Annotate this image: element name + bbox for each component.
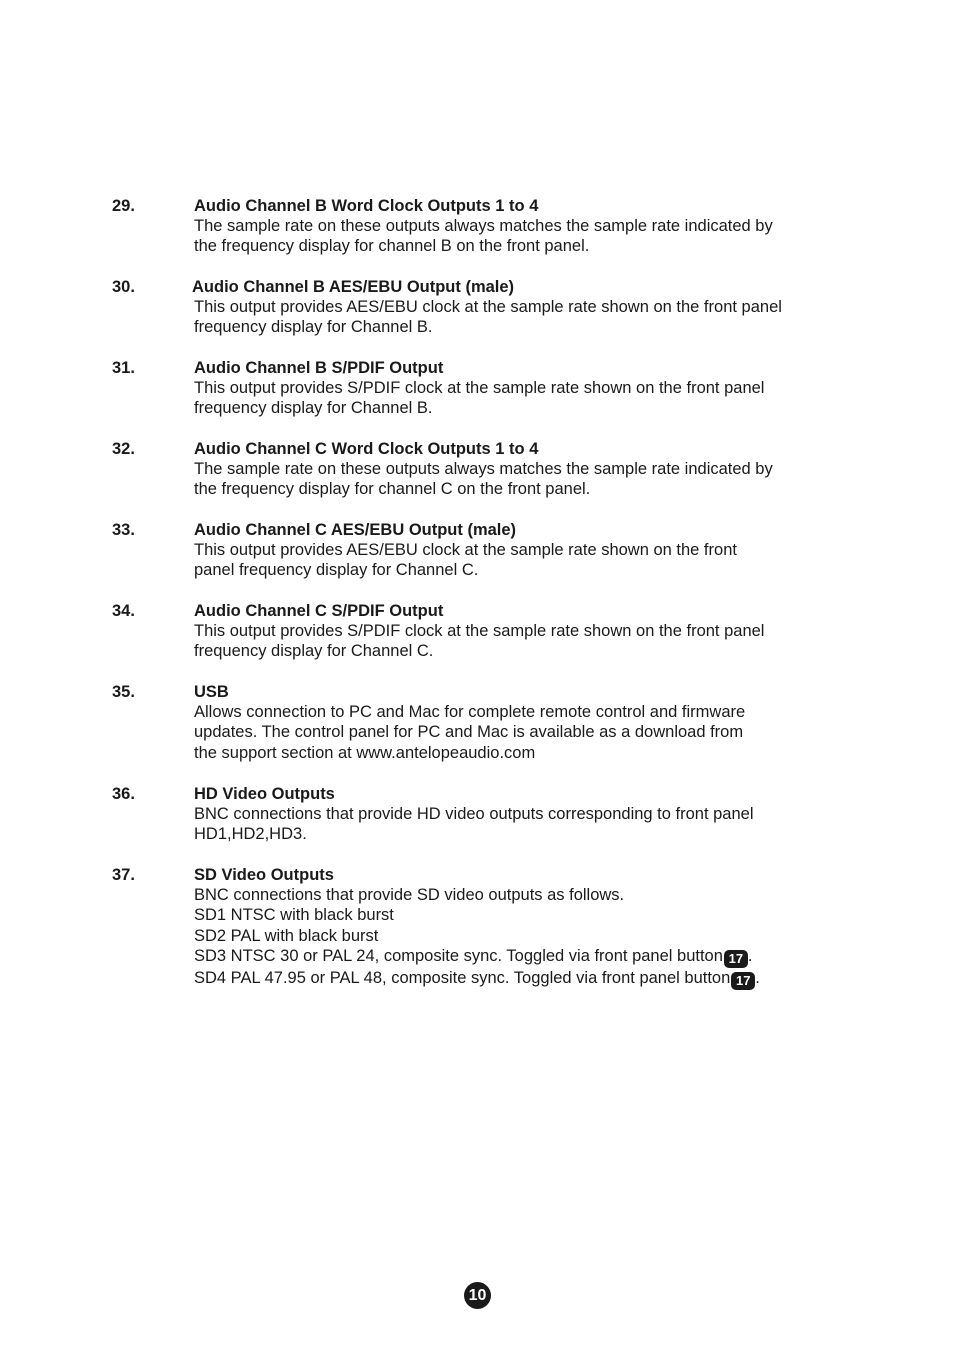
item-content	[194, 196, 844, 257]
item-text-line: BNC connections that provide SD video outputs as follows.	[194, 886, 625, 904]
item-content	[194, 520, 844, 581]
item-text-line: This output provides S/PDIF clock at the sample rate shown on the front panel	[194, 622, 765, 640]
item-content	[194, 439, 844, 500]
item-number: 34.	[112, 602, 135, 620]
item-text-line: frequency display for Channel C.	[194, 642, 434, 661]
item-text-line: the support section at www.antelopeaudio.com	[194, 743, 536, 762]
item-text-line: frequency display for Channel B.	[194, 318, 433, 337]
item-text-line: frequency display for Channel B.	[194, 399, 433, 418]
item-heading: USB	[194, 683, 229, 701]
item-number: 36.	[112, 785, 135, 803]
item-number: 35.	[112, 683, 135, 701]
item-text-line: This output provides AES/EBU clock at the sample rate shown on the front	[194, 541, 737, 559]
item-content	[194, 865, 844, 990]
item-text-line: SD1 NTSC with black burst	[194, 906, 394, 925]
item-text-line: This output provides S/PDIF clock at the sample rate shown on the front panel	[194, 379, 765, 397]
item-heading: SD Video Outputs	[194, 866, 334, 884]
item-text-line: updates. The control panel for PC and Mac is available as a download from	[194, 723, 744, 742]
item-text-line: This output provides AES/EBU clock at the sample rate shown on the front panel	[194, 298, 782, 316]
item-content	[194, 682, 844, 763]
item-text-line	[194, 968, 844, 990]
item-heading: Audio Channel C AES/EBU Output (male)	[194, 521, 517, 539]
item-text-line: the frequency display for channel C on the front panel.	[194, 480, 591, 499]
item-heading: Audio Channel B Word Clock Outputs 1 to 4	[194, 197, 539, 215]
item-text-line: SD2 PAL with black burst	[194, 926, 379, 945]
sd4-text: SD4 PAL 47.95 or PAL 48, composite sync. Toggled via front panel button	[194, 969, 731, 988]
item-text-line: panel frequency display for Channel C.	[194, 561, 479, 580]
item-text-line: HD1,HD2,HD3.	[194, 825, 307, 844]
item-text-line: The sample rate on these outputs always matches the sample rate indicated by	[194, 217, 773, 235]
button-17-badge: 17	[731, 972, 755, 990]
sd3-text: SD3 NTSC 30 or PAL 24, composite sync. Toggled via front panel button	[194, 947, 723, 966]
item-heading: Audio Channel B AES/EBU Output (male)	[192, 278, 515, 296]
item-number: 37.	[112, 866, 135, 884]
item-heading: Audio Channel B S/PDIF Output	[194, 359, 444, 377]
item-number: 31.	[112, 359, 135, 377]
sentence-period: .	[755, 969, 760, 988]
item-number: 29.	[112, 197, 135, 215]
item-content	[194, 358, 844, 419]
item-text-line: The sample rate on these outputs always matches the sample rate indicated by	[194, 460, 773, 478]
item-content	[194, 784, 844, 845]
item-content	[194, 277, 844, 338]
item-text-line: Allows connection to PC and Mac for complete remote control and firmware	[194, 703, 746, 721]
item-heading: Audio Channel C S/PDIF Output	[194, 602, 444, 620]
item-heading: HD Video Outputs	[194, 785, 335, 803]
page-number: 10	[464, 1282, 491, 1309]
item-number: 30.	[112, 278, 135, 296]
item-number: 33.	[112, 521, 135, 539]
item-number: 32.	[112, 440, 135, 458]
item-text-line: the frequency display for channel B on the front panel.	[194, 237, 590, 256]
button-17-badge: 17	[724, 950, 748, 968]
sentence-period: .	[747, 947, 753, 966]
item-content	[194, 601, 844, 662]
item-heading: Audio Channel C Word Clock Outputs 1 to 4	[194, 440, 539, 458]
item-text-line: BNC connections that provide HD video outputs corresponding to front panel	[194, 805, 754, 823]
item-text-line	[194, 946, 844, 968]
